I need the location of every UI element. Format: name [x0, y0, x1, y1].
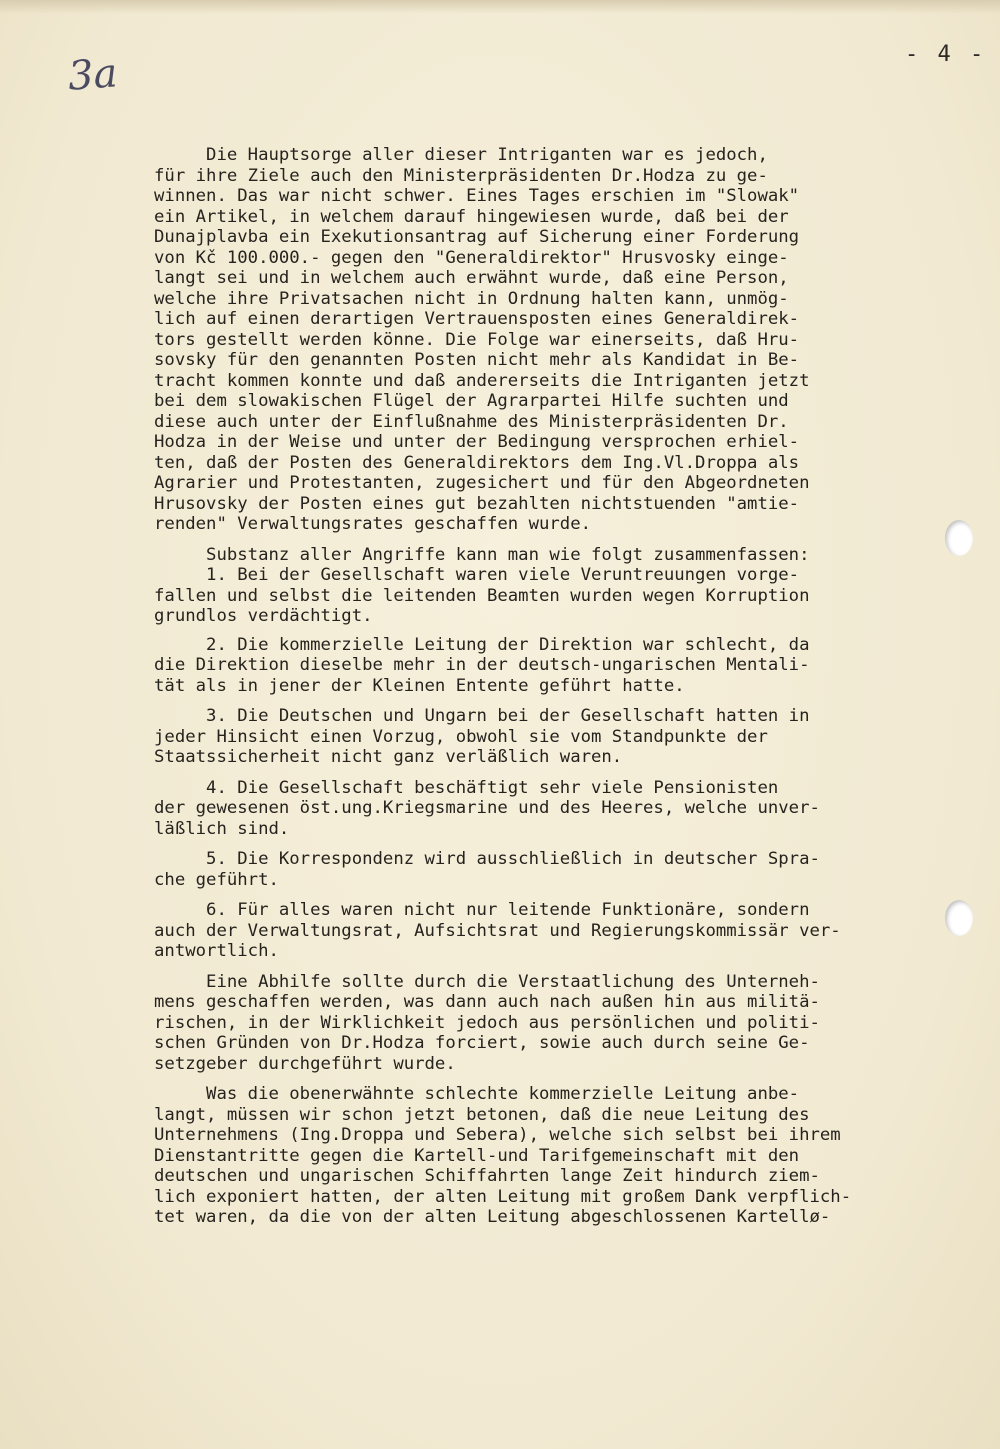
- text-line: Substanz aller Angriffe kann man wie folgt zusammenfassen:: [102, 544, 810, 565]
- text-line: tet waren, da die von der alten Leitung abgeschlossenen Kartellø-: [102, 1207, 831, 1227]
- paragraph-p5: [102, 778, 902, 840]
- punch-hole: [945, 520, 973, 556]
- text-line: von Kč 100.000.- gegen den "Generaldirektor" Hrusvosky einge-: [102, 247, 789, 268]
- text-line: Dienstantritte gegen die Kartell-und Tarifgemeinschaft mit den: [102, 1145, 800, 1166]
- text-line: Eine Abhilfe sollte durch die Verstaatlichung des Unterneh-: [102, 971, 820, 992]
- page-number: - 4 -: [905, 42, 987, 67]
- text-line: Staatssicherheit nicht ganz verläßlich waren.: [102, 747, 623, 767]
- text-line: langt, müssen wir schon jetzt betonen, daß die neue Leitung des: [102, 1104, 810, 1125]
- text-line: schen Gründen von Dr.Hodza forciert, sowie auch durch seine Ge-: [102, 1033, 810, 1053]
- paragraph-p9: [102, 1084, 902, 1228]
- text-line: für ihre Ziele auch den Ministerpräsidenten Dr.Hodza zu ge-: [102, 165, 768, 186]
- text-line: winnen. Das war nicht schwer. Eines Tages erschien im "Slowak": [102, 186, 800, 206]
- paragraph-p8: [102, 972, 902, 1075]
- text-line: die Direktion dieselbe mehr in der deutsch-ungarischen Mentali-: [102, 655, 810, 675]
- paragraph-p2: [102, 545, 902, 627]
- paragraph-p6: [102, 849, 902, 890]
- text-line: jeder Hinsicht einen Vorzug, obwohl sie vom Standpunkte der: [102, 726, 768, 747]
- text-line: tors gestellt werden könne. Die Folge war einerseits, daß Hru-: [102, 329, 800, 350]
- punch-hole: [945, 900, 973, 936]
- text-line: ten, daß der Posten des Generaldirektors dem Ing.Vl.Droppa als: [102, 452, 800, 473]
- text-line: renden" Verwaltungsrates geschaffen wurde.: [102, 514, 591, 534]
- text-line: tracht kommen konnte und daß andererseits die Intriganten jetzt: [102, 370, 810, 391]
- text-line: welche ihre Privatsachen nicht in Ordnung halten kann, unmög-: [102, 288, 789, 309]
- text-line: bei dem slowakischen Flügel der Agrarpartei Hilfe suchten und: [102, 391, 789, 411]
- text-line: langt sei und in welchem auch erwähnt wurde, daß eine Person,: [102, 268, 789, 288]
- handwritten-annotation: 3a: [66, 50, 119, 100]
- text-line: setzgeber durchgeführt wurde.: [102, 1053, 456, 1074]
- text-line: mens geschaffen werden, was dann auch nach außen hin aus militä-: [102, 992, 820, 1012]
- text-line: sovsky für den genannten Posten nicht mehr als Kandidat in Be-: [102, 350, 800, 370]
- text-line: grundlos verdächtigt.: [102, 606, 373, 626]
- text-line: che geführt.: [102, 869, 279, 890]
- page-edge-shadow: [0, 0, 1000, 14]
- text-line: fallen und selbst die leitenden Beamten wurden wegen Korruption: [102, 585, 810, 606]
- text-line: rischen, in der Wirklichkeit jedoch aus persönlichen und politi-: [102, 1012, 820, 1033]
- text-line: Die Hauptsorge aller dieser Intriganten war es jedoch,: [102, 145, 768, 165]
- paragraph-p1: [102, 145, 902, 535]
- text-line: der gewesenen öst.ung.Kriegsmarine und des Heeres, welche unver-: [102, 798, 820, 818]
- text-line: Unternehmens (Ing.Droppa und Sebera), welche sich selbst bei ihrem: [102, 1125, 841, 1145]
- text-line: 3. Die Deutschen und Ungarn bei der Gesellschaft hatten in: [102, 706, 810, 726]
- text-line: Agrarier und Protestanten, zugesichert und für den Abgeordneten: [102, 473, 810, 493]
- text-line: diese auch unter der Einflußnahme des Ministerpräsidenten Dr.: [102, 411, 789, 432]
- text-line: deutschen und ungarischen Schiffahrten lange Zeit hindurch ziem-: [102, 1166, 820, 1186]
- text-line: ein Artikel, in welchem darauf hingewiesen wurde, daß bei der: [102, 206, 789, 227]
- text-line: 4. Die Gesellschaft beschäftigt sehr viele Pensionisten: [102, 777, 779, 798]
- text-line: tät als in jener der Kleinen Entente geführt hatte.: [102, 675, 685, 696]
- paragraph-p7: [102, 900, 902, 962]
- text-line: lich exponiert hatten, der alten Leitung mit großem Dank verpflich-: [102, 1186, 852, 1207]
- typewritten-body: [102, 145, 902, 1238]
- paragraph-p3: [102, 635, 902, 697]
- paragraph-p4: [102, 706, 902, 768]
- text-line: Was die obenerwähnte schlechte kommerzielle Leitung anbe-: [102, 1084, 800, 1104]
- text-line: antwortlich.: [102, 941, 279, 961]
- text-line: Dunajplavba ein Exekutionsantrag auf Sicherung einer Forderung: [102, 227, 800, 247]
- text-line: auch der Verwaltungsrat, Aufsichtsrat und Regierungskommissär ver-: [102, 920, 841, 941]
- text-line: Hrusovsky der Posten eines gut bezahlten nichtstuenden "amtie-: [102, 493, 800, 514]
- text-line: 2. Die kommerzielle Leitung der Direktion war schlecht, da: [102, 634, 810, 655]
- text-line: 5. Die Korrespondenz wird ausschließlich in deutscher Spra-: [102, 849, 820, 869]
- text-line: läßlich sind.: [102, 818, 290, 839]
- text-line: Hodza in der Weise und unter der Bedingung versprochen erhiel-: [102, 432, 800, 452]
- text-line: lich auf einen derartigen Vertrauensposten eines Generaldirek-: [102, 309, 800, 329]
- text-line: 1. Bei der Gesellschaft waren viele Veruntreuungen vorge-: [102, 565, 800, 585]
- text-line: 6. Für alles waren nicht nur leitende Funktionäre, sondern: [102, 900, 810, 920]
